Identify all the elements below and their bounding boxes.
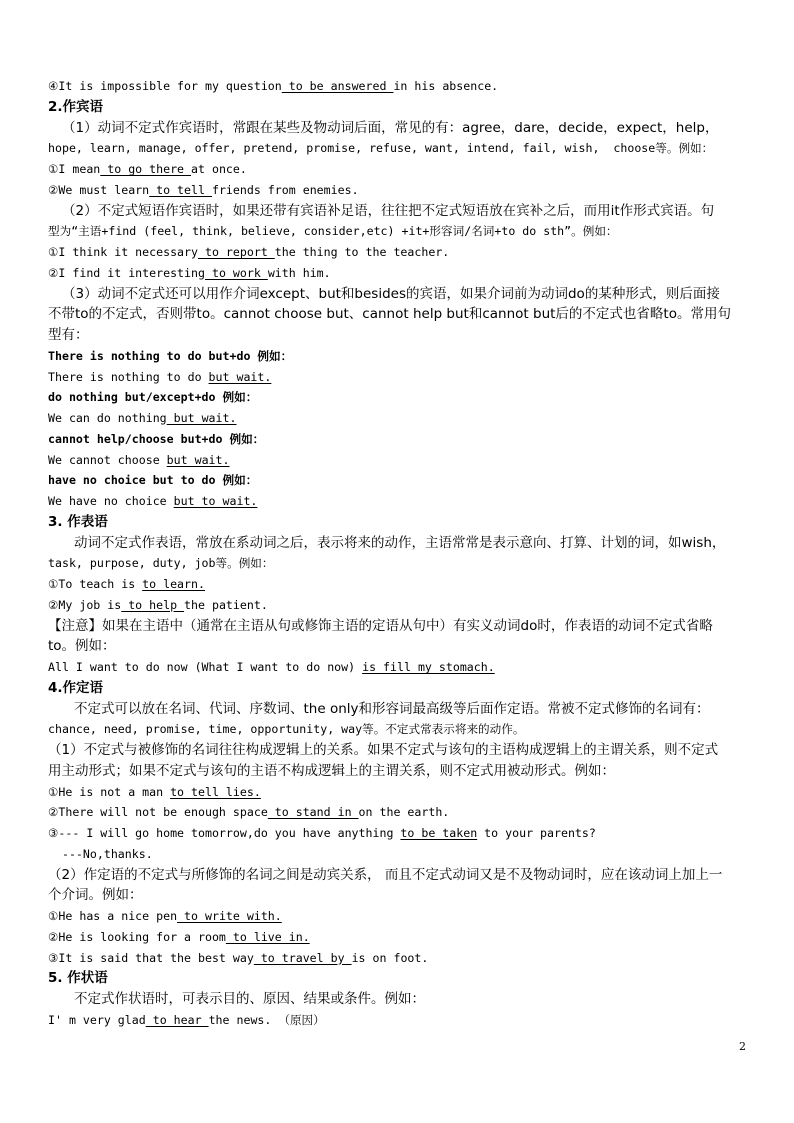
text-span: friends from enemies. (211, 182, 359, 197)
text-span: in his absence. (393, 79, 499, 93)
text-span: ---No,thanks. (48, 846, 153, 861)
text-span: is on foot. (351, 950, 429, 965)
text-span: 用主动形式；如果不定式与该句的主语不构成逻辑上的主谓关系，则不定式用被动形式。例如： (48, 762, 615, 779)
text-span: （2）不定式短语作宾语时，如果还带有宾语补足语，往往把不定式短语放在宾补之后，而用it作形式宾语。句 (62, 202, 715, 219)
underlined-phrase: to learn. (142, 577, 205, 591)
text-span: to your parents? (477, 826, 596, 840)
text-line (48, 284, 760, 305)
text-span: 【注意】如果在主语中（通常在主语从句或修饰主语的定语从句中）有实义动词do时，作表语的动词不定式省略 (48, 617, 713, 634)
text-span: ②We must learn (48, 182, 150, 197)
text-span: the news. （原因） (208, 1012, 325, 1027)
underlined-phrase: but wait. (166, 452, 230, 467)
text-line (48, 1010, 760, 1031)
text-line (48, 533, 760, 554)
text-span: do nothing but/except+do 例如： (48, 390, 258, 405)
text-span: on the earth. (358, 805, 450, 820)
page-number: 2 (739, 1040, 746, 1053)
text-line (48, 242, 760, 263)
text-line (48, 408, 760, 429)
text-span: to。例如： (48, 638, 116, 655)
text-line (48, 470, 760, 491)
underlined-phrase: to be taken (400, 826, 478, 840)
underlined-phrase: but wait. (166, 411, 237, 425)
underlined-phrase: to hear (145, 1012, 209, 1027)
text-line (48, 595, 760, 616)
text-line (48, 180, 760, 201)
text-line (48, 201, 760, 222)
text-span: 3. 作表语 (48, 513, 108, 530)
text-span: 2.作宾语 (48, 98, 104, 115)
text-line (48, 76, 760, 97)
underlined-phrase: to be answered (281, 79, 394, 93)
text-line (48, 636, 760, 657)
text-span: ②There will not be enough space (48, 805, 268, 820)
text-line (48, 657, 760, 678)
text-span: task, purpose, duty, job等。例如： (48, 556, 274, 571)
text-span: ①I think it necessary (48, 245, 198, 259)
text-span: 个介词。例如： (48, 887, 143, 904)
text-line (48, 616, 760, 637)
text-span: cannot help/choose but+do 例如： (48, 431, 265, 446)
underlined-phrase: but to wait. (173, 494, 258, 508)
text-line (48, 948, 760, 969)
text-span: 不定式作状语时，可表示目的、原因、结果或条件。例如： (74, 991, 425, 1007)
underlined-phrase: to report (198, 245, 275, 259)
text-span: 型有： (48, 327, 89, 343)
text-line (48, 740, 760, 761)
text-line (48, 429, 760, 450)
text-line (48, 761, 760, 782)
text-span: have no choice but to do 例如： (48, 473, 258, 488)
text-line (48, 844, 760, 865)
text-line (48, 885, 760, 906)
text-span: There is nothing to do (48, 369, 209, 384)
text-line (48, 678, 760, 699)
text-span: the thing to the teacher. (274, 245, 450, 259)
text-span: at once. (191, 162, 247, 176)
underlined-phrase: but wait. (208, 369, 272, 384)
text-line (48, 118, 760, 139)
text-line (48, 865, 760, 886)
underlined-phrase: to work (204, 265, 268, 280)
text-line (48, 823, 760, 844)
underlined-phrase: to go there (100, 162, 192, 176)
text-span: There is nothing to do but+do 例如： (48, 348, 293, 363)
text-line (48, 138, 760, 159)
text-line (48, 97, 760, 118)
text-span: ②My job is (48, 597, 122, 612)
underlined-phrase: to travel by (253, 950, 352, 965)
text-span: 动词不定式作表语，常放在系动词之后，表示将来的动作，主语常常是表示意向、打算、计划的词，如wish， (74, 534, 726, 551)
text-span: （3）动词不定式还可以用作介词except、but和besides的宾语，如果介词前为动词do的某种形式，则后面接 (62, 285, 720, 302)
underlined-phrase: to help (121, 597, 185, 612)
text-line (48, 491, 760, 512)
underlined-phrase: to write with. (177, 909, 282, 923)
text-span: hope, learn, manage, offer, pretend, promise, refuse, want, intend, fail, wish, choose等。例如： (48, 141, 714, 156)
text-span: chance, need, promise, time, opportunity, way等。不定式常表示将来的动作。 (48, 722, 525, 737)
underlined-phrase: to tell lies. (170, 784, 261, 799)
text-span: with him. (267, 265, 331, 280)
text-line (48, 906, 760, 927)
text-span: 4.作定语 (48, 679, 104, 696)
text-line (48, 553, 760, 574)
text-span: （1）不定式与被修饰的名词往往构成逻辑上的关系。如果不定式与该句的主语构成逻辑上的主谓关系，则不定式 (48, 742, 719, 758)
text-span: ①He has a nice pen (48, 909, 178, 923)
text-span: ④It is impossible for my question (48, 79, 282, 93)
text-line (48, 367, 760, 388)
text-span: I' m very glad (48, 1012, 146, 1027)
text-line (48, 263, 760, 284)
text-line (48, 512, 760, 533)
text-span: ①I mean (48, 162, 101, 176)
underlined-phrase: is fill my stomach. (362, 660, 495, 674)
text-span: ①He is not a man (48, 784, 171, 799)
text-span: 5. 作状语 (48, 970, 108, 987)
text-span: We can do nothing (48, 411, 167, 425)
underlined-phrase: to live in. (225, 929, 310, 944)
text-line (48, 325, 760, 346)
document-body (48, 76, 760, 1031)
text-span: ①To teach is (48, 577, 143, 591)
text-line (48, 802, 760, 823)
text-line (48, 719, 760, 740)
text-span: ②I find it interesting (48, 265, 205, 280)
text-line (48, 574, 760, 595)
text-span: （1）动词不定式作宾语时，常跟在某些及物动词后面，常见的有：agree，dare，decide，expect，help， (62, 119, 719, 136)
text-line (48, 346, 760, 367)
text-line (48, 450, 760, 471)
text-line (48, 782, 760, 803)
text-span: All I want to do now (What I want to do now) (48, 660, 363, 674)
text-span: 型为“主语+find (feel, think, believe, consider,etc) +it+形容词/名词+to do sth”。例如： (48, 224, 618, 239)
text-span: ③It is said that the best way (48, 950, 254, 965)
text-span: 不定式可以放在名词、代词、序数词、the only和形容词最高级等后面作定语。常被不定式修饰的名词有： (74, 700, 710, 717)
text-line (48, 221, 760, 242)
underlined-phrase: to stand in (267, 805, 359, 820)
text-line (48, 159, 760, 180)
text-line (48, 968, 760, 989)
text-span: We cannot choose (48, 452, 167, 467)
text-span: We have no choice (48, 494, 174, 508)
text-span: the patient. (184, 597, 268, 612)
text-line (48, 927, 760, 948)
text-line (48, 387, 760, 408)
text-line (48, 989, 760, 1010)
text-span: （2）作定语的不定式与所修饰的名词之间是动宾关系， 而且不定式动词又是不及物动词时，应在该动词上加上一 (48, 866, 723, 883)
text-line (48, 304, 760, 325)
underlined-phrase: to tell (149, 182, 212, 197)
text-span: ③--- I will go home tomorrow,do you have anything (48, 826, 401, 840)
text-span: 不带to的不定式，否则带to。cannot choose but、cannot help but和cannot but后的不定式也省略to。常用句 (48, 306, 731, 323)
text-line (48, 699, 760, 720)
text-span: ②He is looking for a room (48, 929, 226, 944)
